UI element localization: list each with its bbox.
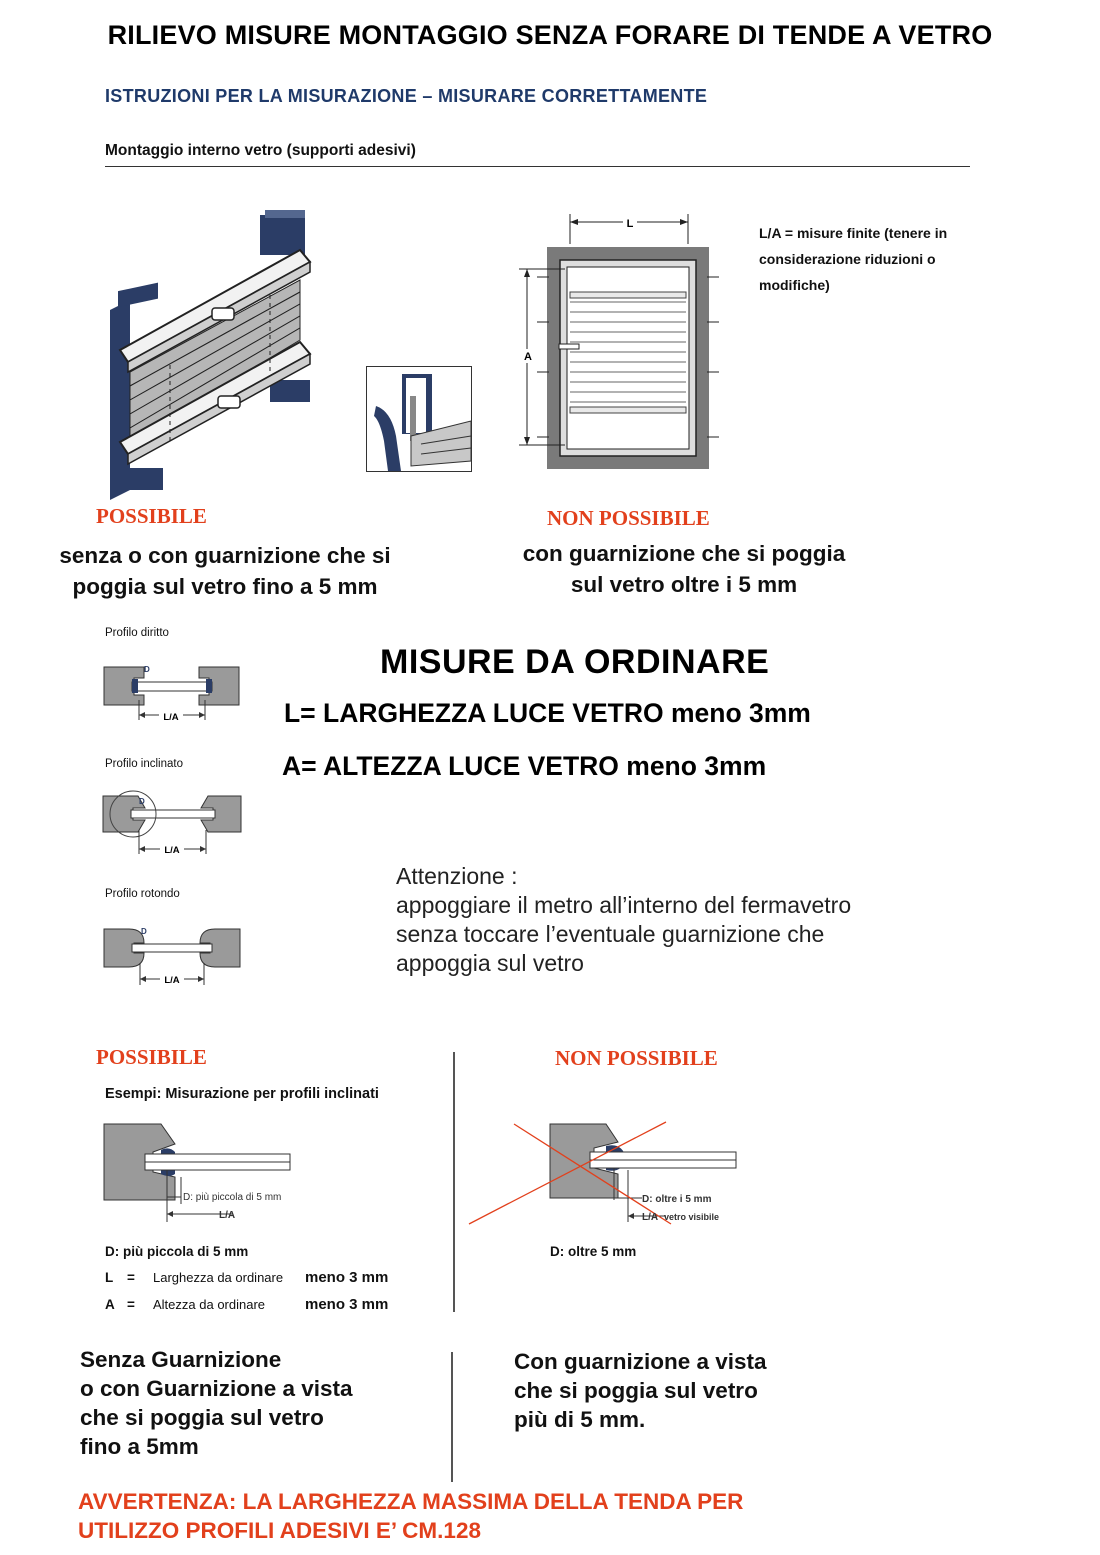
- profile-inclined-label: Profilo inclinato: [105, 758, 183, 770]
- heading-divider: [105, 166, 970, 167]
- profile-round-la-label: L/A: [164, 975, 180, 986]
- profile-round-d-label: D: [141, 927, 147, 936]
- d-small-label: D: più piccola di 5 mm: [183, 1192, 282, 1203]
- pleated-blind-illustration: [100, 200, 330, 500]
- top-right-status: NON POSSIBILE: [547, 506, 710, 530]
- d-over-label: D: oltre i 5 mm: [642, 1194, 712, 1205]
- top-left-caption: senza o con guarnizione che si poggia sul vetro fino a 5 mm: [59, 543, 391, 599]
- width-order-rule: L= LARGHEZZA LUCE VETRO meno 3mm: [284, 698, 811, 728]
- inclined-profile-example-ok: [103, 1122, 323, 1227]
- max-width-warning: AVVERTENZA: LA LARGHEZZA MASSIMA DELLA TENDA PER UTILIZZO PROFILI ADESIVI E’ CM.128: [78, 1489, 744, 1543]
- instructions-heading: ISTRUZIONI PER LA MISURAZIONE – MISURARE CORRETTAMENTE: [105, 86, 708, 106]
- window-measure-diagram: [515, 212, 715, 477]
- top-left-status: POSSIBILE: [96, 504, 207, 528]
- top-right-caption: con guarnizione che si poggia sul vetro oltre i 5 mm: [522, 541, 846, 597]
- width-dimension-label: L: [626, 218, 634, 230]
- d-small-caption: D: più piccola di 5 mm: [105, 1244, 249, 1259]
- legend-row-width: L = Larghezza da ordinare meno 3 mm: [105, 1269, 389, 1286]
- profile-round-label: Profilo rotondo: [105, 888, 180, 900]
- bottom-right-caption: Con guarnizione a vista che si poggia sul vetro più di 5 mm.: [514, 1349, 767, 1432]
- visible-glass-label: vetro visibile: [664, 1212, 720, 1222]
- height-order-rule: A= ALTEZZA LUCE VETRO meno 3mm: [282, 751, 767, 781]
- bottom-left-status: POSSIBILE: [96, 1045, 207, 1069]
- mounting-heading: Montaggio interno vetro (supporti adesivi): [105, 142, 416, 159]
- finished-measures-note: L/A = misure finite (tenere in considerazione riduzioni o modifiche): [759, 225, 948, 293]
- attention-note: Attenzione : appoggiare il metro all’interno del fermavetro senza toccare l’eventuale guarnizione che appoggia sul vetro: [396, 863, 852, 976]
- la-label-not-ok: L/A: [642, 1212, 659, 1223]
- profile-straight-d-label: D: [144, 665, 150, 674]
- legend-row-height: A = Altezza da ordinare meno 3 mm: [105, 1296, 389, 1313]
- profile-round-diagram: [104, 925, 244, 990]
- d-over-caption: D: oltre 5 mm: [550, 1244, 637, 1259]
- height-dimension-label: A: [524, 351, 532, 363]
- examples-heading: Esempi: Misurazione per profili inclinati: [105, 1086, 379, 1102]
- order-measures-heading: MISURE DA ORDINARE: [380, 643, 770, 681]
- bracket-detail-illustration: [366, 366, 472, 472]
- profile-inclined-la-label: L/A: [164, 845, 180, 856]
- profile-inclined-diagram: [103, 788, 243, 858]
- profile-inclined-d-label: D: [139, 797, 145, 806]
- bottom-divider-lower: [451, 1352, 453, 1482]
- profile-straight-label: Profilo diritto: [105, 627, 169, 639]
- inclined-profile-example-not-ok: [466, 1118, 746, 1233]
- profile-straight-la-label: L/A: [163, 712, 179, 723]
- bottom-divider-upper: [453, 1052, 455, 1312]
- bottom-right-status: NON POSSIBILE: [555, 1046, 718, 1070]
- la-label-ok: L/A: [219, 1210, 236, 1221]
- profile-straight-diagram: [104, 660, 244, 725]
- bottom-left-caption: Senza Guarnizione o con Guarnizione a vista che si poggia sul vetro fino a 5mm: [80, 1347, 353, 1459]
- page-title: RILIEVO MISURE MONTAGGIO SENZA FORARE DI TENDE A VETRO: [107, 20, 993, 50]
